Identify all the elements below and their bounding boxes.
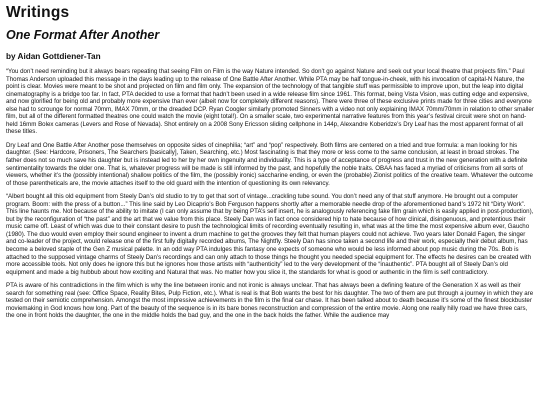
article-paragraph-1: “You don’t need reminding but it always bears repeating that seeing Film on Film is the way Nature intended. So don’t go against Nature and seek out your local theatre that projects film.” Paul Thomas Anderson uploaded this message in the days leading up to the release of One Battle After Another. While PTA may be half tongue-in-cheek, with his invocation of capital-N Nature, the point is clear. Movies were meant to be shot and projected on film and film only. The expansion of the technology of that tangible stuff was permissible to improve upon, but the leap into digital cinematography is a bridge too far. In fact, PTA decided to use a format that hadn’t been used in a wide release film since 1961. This format, being Vista Vision, was cutting edge and expensive, and now glorified for being old and probably more expensive than ever (albeit now for completely different reasons). There were three of these exclusive prints made for three cities and everyone else had to scrounge for normal 70mm, IMAX 70mm, or the dreaded DCP. Ryan Coogler similarly promoted Sinners with a video not only explaining IMAX 70mm/70mm in relation to other smaller film, but all of the different formatted theatres one could watch the movie (eight total!). On a smaller scale, two experimental narrative features from this year’s festival circuit were shot on hand-held 16mm Bolex cameras (Levers and Rose of Nevada). Shot entirely on a 2008 Sony Ericsson sliding cellphone in 144p, Alexandre Koberidze’s Dry Leaf has the most apparent format of all these titles. <box>6 68 534 136</box>
article-byline: by Aidan Gottdiener-Tan <box>6 52 101 61</box>
article-paragraph-4: PTA is aware of his contradictions in the film which is why the line between ironic and not ironic is always unclear. That has always been a defining feature of the Generation X as well as their search for something real (see: Office Space, Reality Bites, Pulp Fiction, etc.). What is real is that Bob wants the best for his daughter. The two of them are put through a journey in which they are tested on their semiotic comprehension. Amongst the most impressive achievements in the film is the final car chase. It has been talked about to death because it’s some of the finest blockbuster moviemaking in God knows how long. Part of the beauty of the sequence is in its bare bones reconstruction and compression of the entire movie. Along one really hilly road we have three cars, the one in front holds the daughter, the one in the middle holds the bad guy, and the one in the back holds the father. While the audience may <box>6 282 534 320</box>
article-paragraph-2: Dry Leaf and One Battle After Another pose themselves on opposite sides of cinephilia; “art” and “pop” respectively. Both films are centered on a tried and true formula: a man looking for his daughter. (See: Hardcore, Prisoners, The Searchers [basically], Taken, Searching, etc.) Most fascinating is that they more or less come to the same conclusion, at least in broad strokes. The father does not so much save his daughter but is instead led to her by her own ingenuity and individuality. This is a type of acceptance of progress and trust in the new generation with a definite sentimentality towards the older one. That is, whatever progress will be made is still informed by the past, and hopefully the noble traits. OBAA has faced a myriad of criticisms from all sorts of viewers, whether it’s the (possibly intentional) shallow politics of the film, the (possibly ironic) saccharine ending, or even the (probable) Zionist politics of the creative team. Whatever the outcome of those parentheticals are, the movie attaches itself to the old guard with the intention of questioning its own relevancy. <box>6 141 533 187</box>
article-paragraph-3: “Albert bought all this old equipment from Steely Dan’s old studio to try to get that sort of vintage...crackling tube sound. You don’t need any of that stuff anymore. He brought out a computer program. Boom: with the press of a button...” This line said by Leo Dicaprio’s Bob Ferguson happens shortly after a memorable needle drop of the aforementioned band’s 1972 hit “Dirty Work”. This line haunts me. Not because of the ability to imitate (I can only assume that by being PTA’s self insert, he is analogously referencing fake film grain which is easily applied in post-production), but by the reconfiguration of “the past” and the art that we value from this place. Steely Dan was in fact once considered hip to hate because of how clinical, disingenuous, and pretentious their music came off. Least of which was due to their constant desire to push the technological limits of recording eventually resulting in, what was at the time the most expensive album ever, Gaucho (1980). The duo would even employ their sound engineer to invent a drum machine to get the grooves they felt that human players could not achieve. Two years later Donald Fagen, the singer and co-leader of the project, would release one of the first fully digitally recorded albums, The Nightfly. Steely Dan has since taken a second life and their work, especially their debut album, has become a beloved staple of the Gen Z musical palette. In an odd way PTA indulges this fantasy one expects of someone who would be less informed about pop music during the 70s. Bob is attached to the supposed vintage charms of Steely Dan’s recordings and can only attach to those things he thought you needed special equipment for. The effects he desires can be created with more accessible tools. Not only does he ignore this but he ignores how those artists with “authenticity” led to the very development of the “inauthentic”. PTA bought all of Steely Dan’s old equipment and made a big hubbub about how exciting and Natural that was. No matter how you slice it, the standards for what is good or authentic in the film is self contradictory. <box>6 193 534 276</box>
section-heading: Writings <box>6 4 70 21</box>
article-title: One Format After Another <box>6 28 160 42</box>
